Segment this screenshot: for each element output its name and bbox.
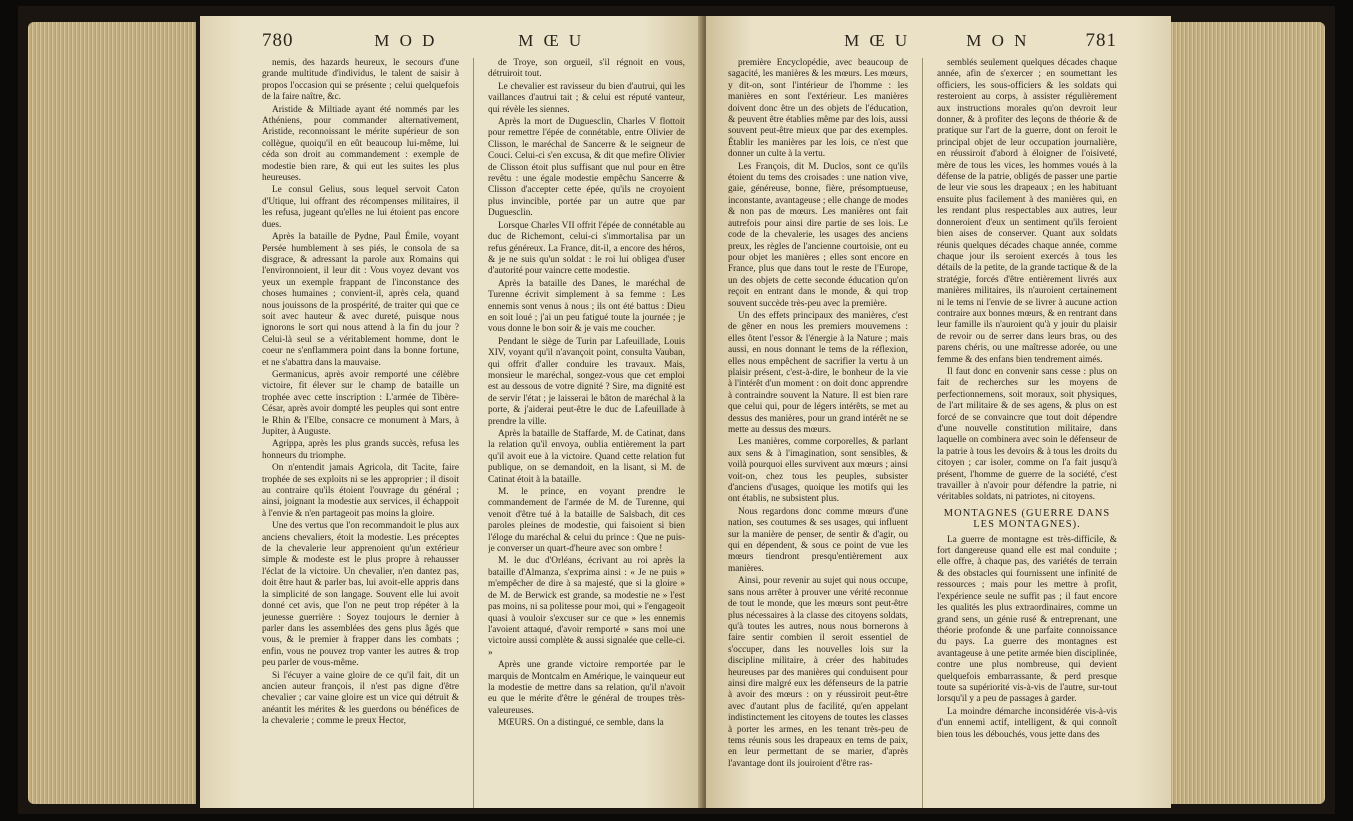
paragraph: La moindre démarche inconsidérée vis-à-vis d'un ennemi actif, intelligent, & qui connoît bien tous les débouchés, vous jette dans des xyxy=(937,706,1117,740)
left-page xyxy=(200,16,703,808)
open-book xyxy=(18,6,1335,814)
paragraph: de Troye, son orgueil, s'il régnoit en vous, détruiroit tout. xyxy=(488,58,685,80)
paragraph: Pendant le siège de Turin par Lafeuillade, Louis XIV, voyant qu'il n'avançoit point, consulta Vauban, qui offrit d'aller conduire les travaux. Mais, monsieur le maréchal, songez-vous que cet emploi est au dessous de votre dignité ? Sire, ma dignité est de servir l'état ; je laisserai le bâton de maréchal à la porte, & j'aiderai peut-être le duc de Lafeuillade à prendre la ville. xyxy=(488,336,685,427)
section-heading: MONTAGNES (GUERRE DANS LES MONTAGNES). xyxy=(943,507,1111,531)
right-page-number: 781 xyxy=(1085,30,1117,51)
paragraph: semblés seulement quelques décades chaque année, afin de s'exercer ; en soumettant les officiers, les sous-officiers & les soldats qui resteroient au corps, à assister régulièrement aux instructions morales qu'on devroit leur donner, & à profiter des leçons de théorie & de pratique sur l'art de la guerre, dont on feroit le principal objet de leur occupation journalière, en réussiroit d'abord à éloigner de l'oisiveté, mère de tous les vices, les hommes voués à la défense de la patrie, obligés de passer une partie de leur vie sous les drapeaux ; en les habituant ensuite plus facilement à des manières qui, en les rendant plus respectables aux autres, leur donneroient d'eux un sentiment qu'ils feroient bien aises de conserver. Quant aux soldats réunis quelques décades chaque année, comme chaque jour ils seroient exercés à tous les détails de la petite, de la grande tactique & de la stratégie, forcés d'être entièrement livrés aux manières militaires, ils n'auroient certainement ni le tems ni l'envie de se livrer à aucune action contraire aux bonnes mœurs, & en rentrant dans leur famille ils n'auroient qu'à y jouir du plaisir de revoir ou de serrer dans leurs bras, ou des parens chéris, ou une maîtresse adorée, ou une femme & des enfans bien tendrement aimés. xyxy=(937,58,1117,365)
paragraph: Ainsi, pour revenir au sujet qui nous occupe, sans nous arrêter à prouver une vérité reconnue de tout le monde, que les mœurs sont peut-être plus nécessaires à la classe des citoyens soldats, qu'à toutes les autres, nous nous bornerons à faire sentir combien il seroit essentiel de s'occuper, dans les nouvelles lois sur la discipline militaire, à créer des habitudes heureuses par des manières qui conduisent pour ainsi dire malgré eux les défenseurs de la patrie à avoir des mœurs : on y réussiroit peut-être avec d'autant plus de facilité, qu'en appelant indistinctement les citoyens de toutes les classes à porter les armes, en les tenant très-peu de tems réunis sous les drapeaux en tems de paix, en leur permettant de se marier, d'après l'avantage dont ils jouiroient d'être ras- xyxy=(728,576,908,769)
paragraph: Si l'écuyer a vaine gloire de ce qu'il fait, dit un ancien auteur françois, il n'est pas digne d'être chevalier ; car vaine gloire est un vice qui détruit & anéantit les mérites & les guerdons ou bénéfices de la chevalerie ; comme le preux Hector, xyxy=(262,670,459,727)
paragraph: M. le prince, en voyant prendre le commandement de l'armée de M. de Turenne, qui venoit d'être tué à la bataille de Salsbach, dit ces paroles pleines de modestie, qui faisoient si bien l'éloge du maréchal & celui du prince : Que ne puis-je converser un quart-d'heure avec son ombre ! xyxy=(488,487,685,555)
paragraph: première Encyclopédie, avec beaucoup de sagacité, les manières & les mœurs. Les mœurs, y dit-on, sont l'intérieur de l'homme : les manières en sont l'extérieur. Les manières doivent donc être un des objets de l'éducation, & peuvent être établies même par des lois, aussi souvent peut-être mieux que par des exemples. Établir les manières par les lois, ce n'est que donner un culte à la vertu. xyxy=(728,58,908,160)
column-rule xyxy=(922,58,923,808)
paragraph: Après la bataille des Danes, le maréchal de Turenne écrivit simplement à sa femme : Les ennemis sont venus à nous ; ils ont été battus : Dieu en soit loué ; j'ai un peu fatigué toute la journée ; je vous donne le bon soir & je vais me coucher. xyxy=(488,278,685,335)
right-head-word-2: M O N xyxy=(966,31,1030,50)
right-running-head xyxy=(728,30,1117,52)
paragraph: Un des effets principaux des manières, c'est de gêner en nous les premiers mouvemens : elles ôtent l'essor & l'énergie à la Nature ; mais aussi, en nous donnant le tems de la réflexion, elles nous empêchent de sacrifier la vertu à un plaisir présent, c'est-à-dire, le bonheur de la vie à l'intérêt d'un moment : on doit donc apprendre à contraindre souvent la Nature. Il est bien rare que celui qui, pour de légers intérêts, se met au dessus des manières, pour un grand intérêt ne se mette au dessus des mœurs. xyxy=(728,310,908,435)
paragraph: La guerre de montagne est très-difficile, & fort dangereuse quand elle est mal conduite ; elle offre, à chaque pas, des variétés de terrain & des obstacles qui fournissent une infinité de ressources ; mais pour les mettre à profit, l'expérience seule ne suffit pas ; il faut encore les qualités les plus extraordinaires, comme un grand sens, un génie rusé & entreprenant, une théorie profonde & une parfaite connoissance du pays. La guerre des montagnes est avantageuse à une petite armée bien disciplinée, contre une plus nombreuse, qui devient quelquefois embarrassante, & perd presque toute sa supériorité vis-à-vis de l'autre, sur-tout lorsqu'il y a peu de passages à garder. xyxy=(937,534,1117,705)
left-column-2 xyxy=(488,58,685,808)
paragraph: Après la bataille de Pydne, Paul Émile, voyant Persée humblement à ses piés, le consola de sa disgrace, & adressant la parole aux Romains qui l'environnoient, il leur dit : Vous voyez devant vos yeux un exemple frappant de l'inconstance des choses humaines ; convient-il, après cela, quand nous jouissons de la prospérité, de traiter qui que ce soit avec hauteur & avec dureté, puisque nous ignorons le sort qui nous attend à la fin du jour ? Celui-là seul se a véritablement homme, dont le coeur ne s'enflammera point dans la bonne fortune, et ne s'abattra dans la mauvaise. xyxy=(262,232,459,368)
paragraph: On n'entendit jamais Agricola, dit Tacite, faire trophée de ses exploits ni se les approprier ; il disoit au contraire qu'ils étoient l'ouvrage du général ; ainsi, joignant la modestie aux services, il échappoit à l'envie & n'en partageoit pas moins la gloire. xyxy=(262,463,459,519)
paragraph: Une des vertus que l'on recommandoit le plus aux anciens chevaliers, étoit la modestie. Les préceptes de la chevalerie leur apprenoient qu'un extérieur simple & modeste est le plus propre à rehausser l'éclat de la victoire. Un chevalier, n'en dantez pas, doit être haut & parler bas, lui avoit-elle appris dans la simplicité de son langage. Souvent elle lui avoit donné cet avis, que l'on ne peut trop répéter à la jeunesse guerrière : Soyez toujours le dernier à parler dans les assemblées des gens plus âgés que vous, & le premier à frapper dans les combats ; enfin, vous ne pouvez trop vanter les autres & trop peu parler de vous-même. xyxy=(262,521,459,669)
right-column-2 xyxy=(937,58,1117,808)
left-column-1 xyxy=(262,58,459,808)
left-head-word-1: M O D xyxy=(374,31,438,50)
left-page-edges xyxy=(28,22,196,804)
paragraph: Le consul Gelius, sous lequel servoit Caton d'Utique, lui offrant des récompenses militaires, il les refusa, jugeant qu'elles ne lui étoient pas encore dues. xyxy=(262,185,459,230)
paragraph: Après une grande victoire remportée par le marquis de Montcalm en Amérique, le vainqueur eut la modestie de mettre dans sa relation, qu'il n'avoit eu que le mérite d'être le général de troupes très-valeureuses. xyxy=(488,660,685,716)
paragraph: MŒURS. On a distingué, ce semble, dans la xyxy=(498,718,664,729)
right-page-edges xyxy=(1157,22,1325,804)
paragraph: Après la bataille de Staffarde, M. de Catinat, dans la relation qu'il envoya, oublia entièrement la part qu'il avoit eue à la victoire. Quand cette relation fut publique, on se demandoit, en la lisant, si M. de Catinat étoit à la bataille. xyxy=(488,429,685,485)
paragraph: Après la mort de Duguesclin, Charles V flottoit pour remettre l'épée de connétable, entre Olivier de Clisson, le maréchal de Sancerre & le seigneur de Couci. Celui-ci s'en excusa, & dit que mefire Olivier de Clisson étoit plus suffisant que nul pour en être revêtu : une égale modestie empêchu Sancerre & Clisson d'accepter cette épée, qu'ils ne croyoient plus invincible, portée par un autre que par Duguesclin. xyxy=(488,117,685,219)
paragraph: M. le duc d'Orléans, écrivant au roi après la bataille d'Almanza, s'exprima ainsi : « Je ne puis » m'empêcher de dire à sa majesté, que si la gloire » de M. de Berwick est grande, sa modestie ne » l'est pas moins, ni sa politesse pour moi, qui » l'engageoit quasi à vouloir s'excuser sur ce que » les ennemis l'avoient attaqué, d'avoir remporté » sans moi une victoire aussi complète & aussi signalée que celle-ci. » xyxy=(488,556,685,658)
paragraph: Agrippa, après les plus grands succès, refusa les honneurs du triomphe. xyxy=(262,439,459,461)
column-rule xyxy=(473,58,474,808)
paragraph: nemis, des hazards heureux, le secours d'une grande multitude d'individus, le talent de saisir à propos l'occasion qui se présente ; celui quelquefois de la faire naître, &c. xyxy=(262,58,459,103)
paragraph: Germanicus, après avoir remporté une célèbre victoire, fit élever sur le champ de bataille un trophée avec cette inscription : L'armée de Tibère-César, après avoir dompté les peuples qui sont entre le Rhin & l'Elbe, consacre ce monument à Mars, à Jupiter, à Auguste. xyxy=(262,369,459,437)
left-running-head xyxy=(262,30,685,52)
right-head-word-1: M Œ U xyxy=(844,31,911,50)
paragraph: Nous regardons donc comme mœurs d'une nation, ses coutumes & ses usages, qui influent sur la manière de penser, de sentir & d'agir, ou qui en dépendent, & sous ce point de vue les mœurs tiendront presqu'entièrement aux manières. xyxy=(728,506,908,574)
paragraph: Les François, dit M. Duclos, sont ce qu'ils étoient du tems des croisades : une nation vive, gaie, généreuse, bonne, fière, présomptueuse, inconstante, avantageuse ; elle change de modes & non pas de mœurs. Les manières ont fait autrefois pour ainsi dire partie de ses lois. Le code de la chevalerie, les usages des anciens preux, les règles de l'ancienne courtoisie, ont eu pour objet les manières ; elles sont encore en France, plus que dans tout le reste de l'Europe, un des objets de cette seconde éducation qu'on reçoit en entrant dans le monde, & qui trop souvent succède très-peu avec la première. xyxy=(728,161,908,309)
paragraph: Lorsque Charles VII offrit l'épée de connétable au duc de Richemont, celui-ci s'immortalisa par un refus généreux. La France, dit-il, a encore des héros, & je ne suis qu'un soldat : le roi lui obligea d'user d'autorité pour vaincre cette modestie. xyxy=(488,220,685,277)
paragraph: Les manières, comme corporelles, & parlant aux sens & à l'imagination, sont sensibles, & voilà pourquoi elles survivent aux mœurs ; ainsi voit-on, chez tous les peuples, subsister d'anciens d'usages, quoique les motifs qui les ont établis, ne subsistent plus. xyxy=(728,437,908,505)
paragraph: Il faut donc en convenir sans cesse : plus on fait de recherches sur les moyens de perfectionnemens, soit moraux, soit physiques, de l'art militaire & de ses agens, & plus on est forcé de se convaincre que tout doit dépendre d'une nouvelle constitution militaire, dans laquelle on combinera avec soin le défenseur de la patrie à tous les devoirs & à tous les droits du citoyen ; car isoler, comme on l'a fait jusqu'à présent, l'homme de guerre de la société, c'est travailler à n'avoir pour défendre la patrie, ni véritables soldats, ni patriotes, ni citoyens. xyxy=(937,366,1117,503)
left-head-word-2: M Œ U xyxy=(518,31,585,50)
left-page-number: 780 xyxy=(262,30,294,51)
right-page xyxy=(706,16,1171,808)
paragraph: Le chevalier est ravisseur du bien d'autrui, qui les vaillances d'autrui tait ; & celui est réputé vanteur, qui révèle les siennes. xyxy=(488,81,685,115)
paragraph: Aristide & Miltiade ayant été nommés par les Athéniens, pour commander alternativement, Aristide, reconnoissant le mérite supérieur de son collègue, quoiqu'il en eût beaucoup lui-même, lui céda son droit au commandement : exemple de modestie bien rare, & qui eut les suites les plus heureuses. xyxy=(262,104,459,184)
right-column-1 xyxy=(728,58,908,808)
